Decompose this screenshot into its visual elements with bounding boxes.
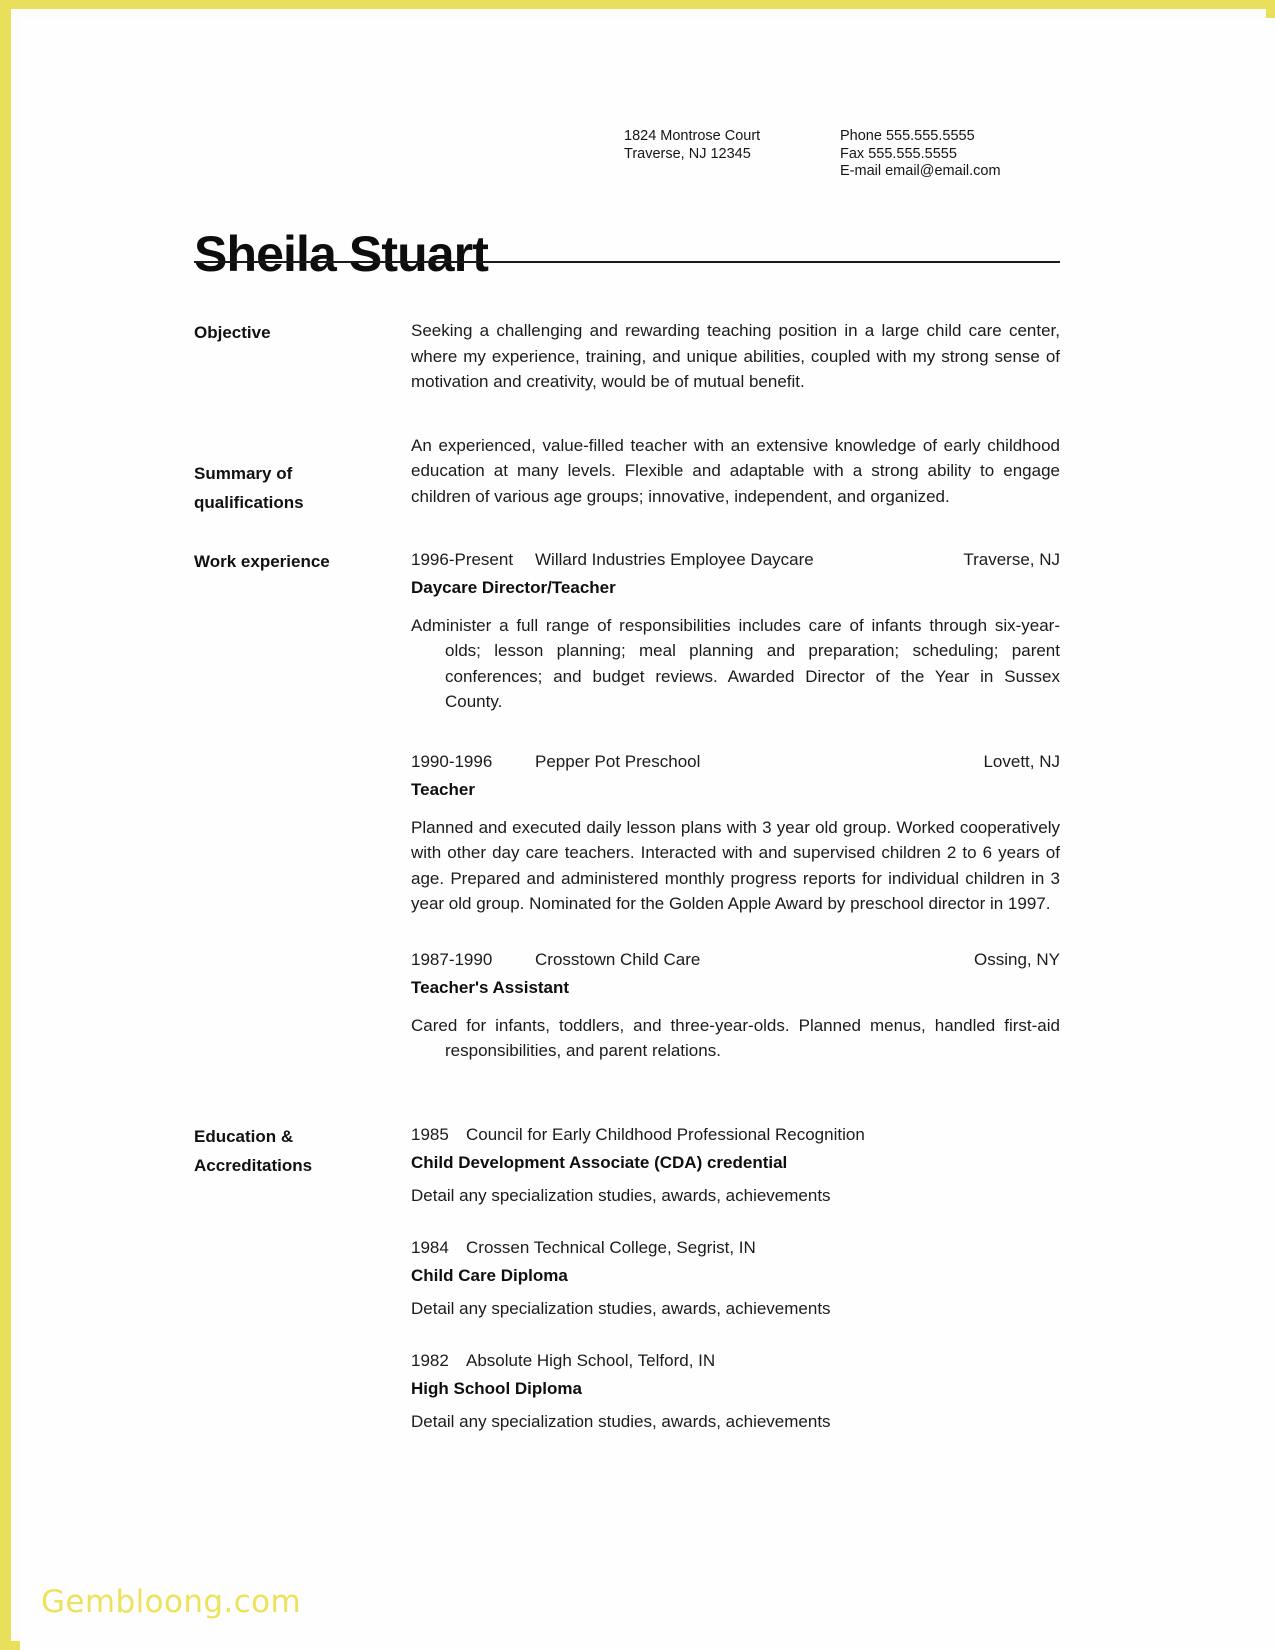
section-body-education	[411, 1122, 1060, 1435]
education-institution: Council for Early Childhood Professional Recognition	[466, 1124, 865, 1144]
work-entry	[411, 947, 1060, 1064]
contact-column	[840, 128, 1050, 181]
section-body-work-experience	[411, 547, 1060, 1064]
education-entry	[411, 1348, 1060, 1435]
job-header	[411, 547, 1060, 573]
job-organization: Crosstown Child Care	[535, 949, 701, 969]
job-title: Daycare Director/Teacher	[411, 577, 616, 597]
section-label-summary	[194, 433, 411, 517]
section-summary	[20, 433, 1275, 517]
education-label-line2: Accreditations	[194, 1155, 313, 1175]
work-entry	[411, 749, 1060, 917]
section-body-objective	[411, 318, 1060, 395]
education-institution: Crossen Technical College, Segrist, IN	[466, 1237, 756, 1257]
job-title: Teacher	[411, 779, 475, 799]
job-years: 1990-1996	[411, 751, 493, 771]
job-organization: Willard Industries Employee Daycare	[535, 549, 814, 569]
section-work-experience	[20, 547, 1275, 1064]
job-description: Planned and executed daily lesson plans with 3 year old group. Worked cooperatively with other day care teachers. Interacted with and supervised children 2 to 6 years of age. Prepared and administered monthly progress reports for individual children in 3 year old group. Nominated for the Golden Apple Award by preschool director in 1997.	[411, 817, 1060, 913]
job-description: Cared for infants, toddlers, and three-year-olds. Planned menus, handled first-aid responsibilities, and parent relations.	[411, 1015, 1060, 1060]
education-header	[411, 1348, 1060, 1374]
section-label-objective: Objective	[194, 323, 271, 342]
education-header	[411, 1235, 1060, 1261]
job-description: Administer a full range of responsibilities includes care of infants through six-year-olds; lesson planning; meal planning and preparation; scheduling; parent conferences; and budget reviews. Awarded Director of the Year in Sussex County.	[411, 615, 1060, 711]
education-year: 1982	[411, 1350, 449, 1370]
contact-phone: Phone 555.555.5555	[840, 128, 975, 144]
work-entry	[411, 547, 1060, 715]
page-title: Sheila Stuart	[194, 225, 488, 282]
summary-label-line2: qualifications	[194, 492, 304, 512]
header-divider	[194, 261, 1060, 263]
summary-text: An experienced, value-filled teacher with an extensive knowledge of early childhood education at many levels. Flexible and adaptable with a strong ability to engage children of various age groups; innovative, independent, and organized.	[411, 435, 1060, 506]
education-year: 1984	[411, 1237, 449, 1257]
contact-email: E-mail email@email.com	[840, 163, 1001, 179]
resume-page	[20, 18, 1275, 1650]
address-city-state-zip: Traverse, NJ 12345	[624, 145, 751, 162]
education-credential: Child Development Associate (CDA) credential	[411, 1152, 788, 1172]
job-years: 1987-1990	[411, 949, 493, 969]
section-label-education	[194, 1122, 411, 1180]
education-institution: Absolute High School, Telford, IN	[466, 1350, 716, 1370]
job-title: Teacher's Assistant	[411, 977, 570, 997]
objective-text: Seeking a challenging and rewarding teaching position in a large child care center, where my experience, training, and unique abilities, coupled with my strong sense of motivation and creativity, would be of mutual benefit.	[411, 321, 1060, 391]
section-body-summary	[411, 433, 1060, 510]
job-header	[411, 947, 1060, 973]
education-header	[411, 1122, 1060, 1148]
job-location: Lovett, NJ	[983, 751, 1060, 771]
section-education	[20, 1122, 1275, 1435]
section-objective	[20, 318, 1275, 395]
job-years: 1996-Present	[411, 549, 514, 569]
education-label-line1: Education &	[194, 1126, 294, 1146]
education-entry	[411, 1235, 1060, 1322]
resume-content	[20, 318, 1275, 1435]
address-column	[624, 128, 834, 163]
site-watermark: Gembloong.com	[41, 1584, 302, 1620]
contact-fax: Fax 555.555.5555	[840, 145, 957, 162]
education-detail: Detail any specialization studies, awards, achievements	[411, 1185, 831, 1205]
education-detail: Detail any specialization studies, awards, achievements	[411, 1411, 831, 1431]
address-street: 1824 Montrose Court	[624, 128, 761, 144]
job-location: Ossing, NY	[974, 949, 1060, 969]
job-header	[411, 749, 1060, 775]
education-year: 1985	[411, 1124, 449, 1144]
education-detail: Detail any specialization studies, awards, achievements	[411, 1298, 831, 1318]
summary-label-line1: Summary of	[194, 463, 293, 483]
job-location: Traverse, NJ	[963, 549, 1060, 569]
education-credential: Child Care Diploma	[411, 1265, 568, 1285]
job-organization: Pepper Pot Preschool	[535, 751, 701, 771]
section-label-work-experience: Work experience	[194, 551, 330, 571]
education-credential: High School Diploma	[411, 1378, 582, 1398]
education-entry	[411, 1122, 1060, 1209]
